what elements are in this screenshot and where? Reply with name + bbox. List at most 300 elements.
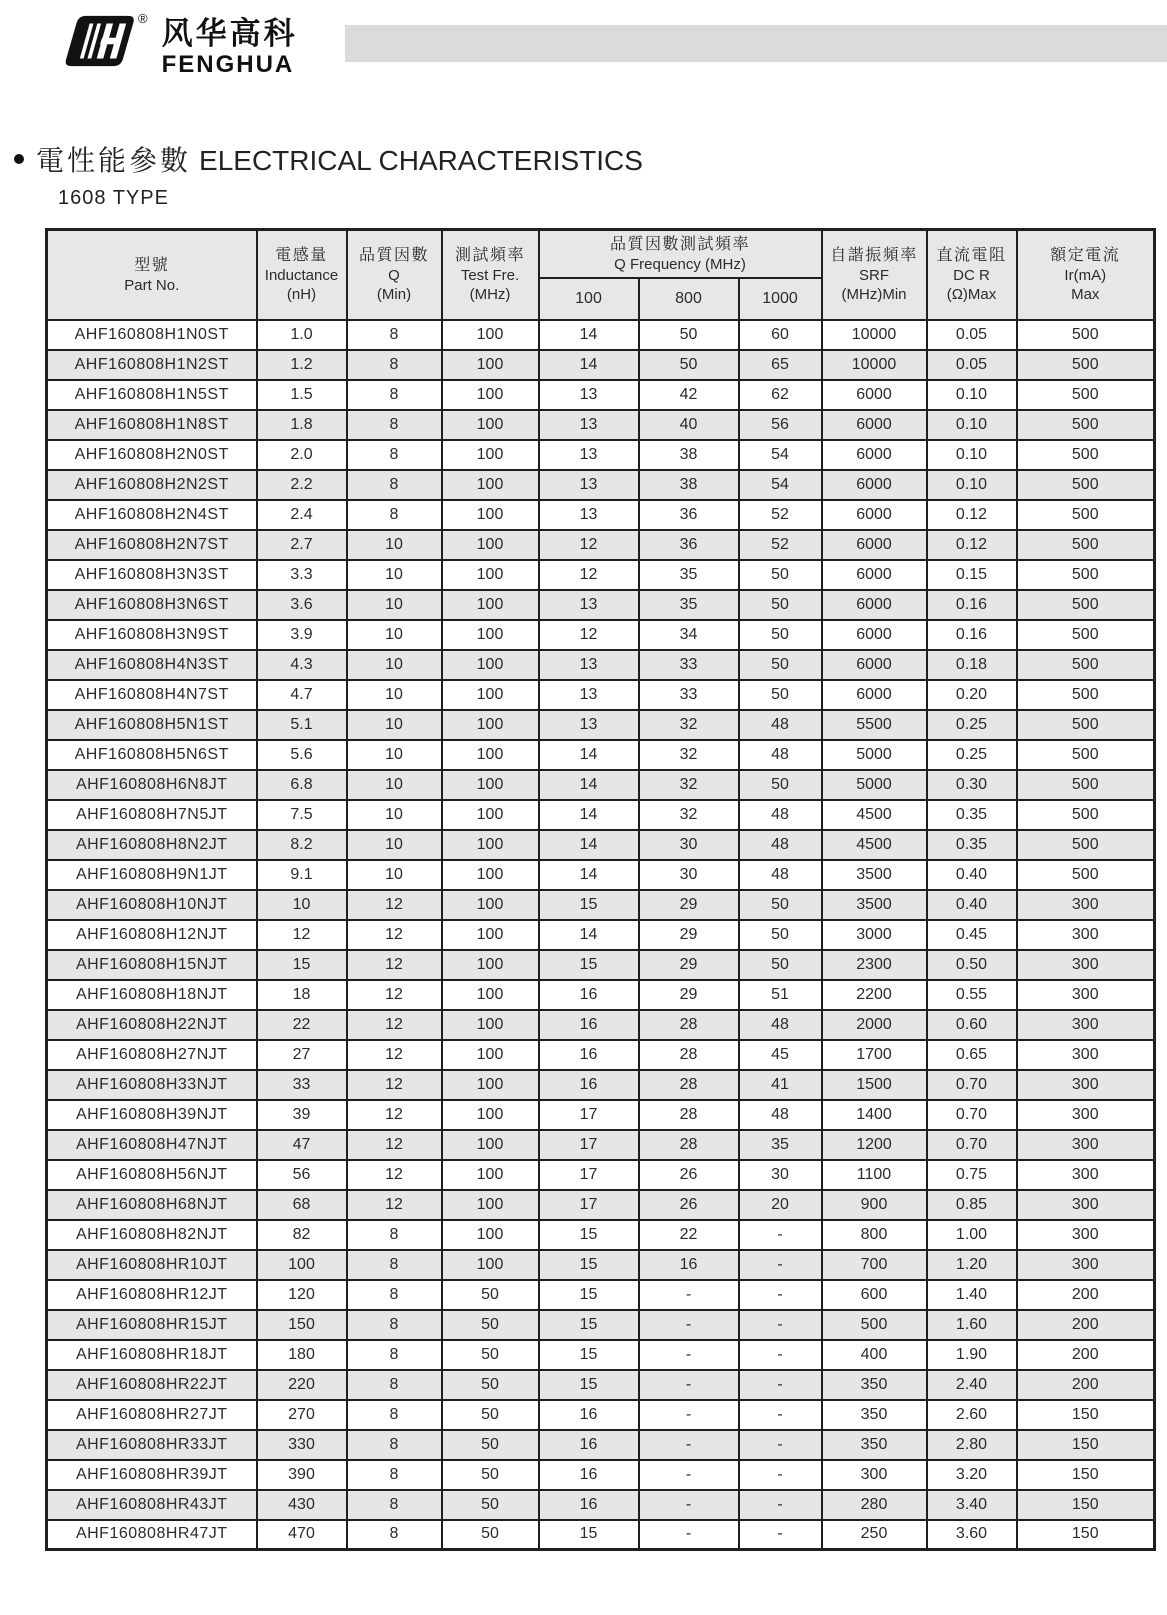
value-cell: 0.35 bbox=[927, 800, 1017, 830]
value-cell: 1100 bbox=[822, 1160, 927, 1190]
table-row bbox=[47, 1190, 1155, 1220]
value-cell: 10000 bbox=[822, 320, 927, 350]
value-cell: - bbox=[639, 1280, 739, 1310]
value-cell: 0.25 bbox=[927, 740, 1017, 770]
value-cell: 180 bbox=[257, 1340, 347, 1370]
value-cell: 390 bbox=[257, 1460, 347, 1490]
value-cell: 8 bbox=[347, 440, 442, 470]
value-cell: 15 bbox=[539, 1520, 639, 1550]
value-cell: 100 bbox=[442, 860, 539, 890]
value-cell: 29 bbox=[639, 890, 739, 920]
value-cell: 120 bbox=[257, 1280, 347, 1310]
value-cell: 100 bbox=[442, 470, 539, 500]
col-header-q: 品質因數 Q (Min) bbox=[347, 230, 442, 320]
value-cell: 35 bbox=[639, 560, 739, 590]
value-cell: 17 bbox=[539, 1130, 639, 1160]
table-row bbox=[47, 560, 1155, 590]
value-cell: 4.3 bbox=[257, 650, 347, 680]
table-row bbox=[47, 1100, 1155, 1130]
value-cell: 1700 bbox=[822, 1040, 927, 1070]
table-row bbox=[47, 1400, 1155, 1430]
col-header-inductance: 電感量 Inductance (nH) bbox=[257, 230, 347, 320]
col-header-srf: 自諧振頻率 SRF (MHz)Min bbox=[822, 230, 927, 320]
value-cell: 200 bbox=[1017, 1340, 1155, 1370]
value-cell: 2.40 bbox=[927, 1370, 1017, 1400]
value-cell: - bbox=[639, 1370, 739, 1400]
value-cell: 470 bbox=[257, 1520, 347, 1550]
value-cell: - bbox=[739, 1280, 822, 1310]
value-cell: - bbox=[739, 1520, 822, 1550]
value-cell: - bbox=[739, 1370, 822, 1400]
value-cell: - bbox=[739, 1490, 822, 1520]
value-cell: 8 bbox=[347, 1340, 442, 1370]
part-no-cell: AHF160808H39NJT bbox=[47, 1100, 257, 1130]
value-cell: 28 bbox=[639, 1100, 739, 1130]
value-cell: 600 bbox=[822, 1280, 927, 1310]
value-cell: 4500 bbox=[822, 830, 927, 860]
value-cell: 2.60 bbox=[927, 1400, 1017, 1430]
value-cell: 270 bbox=[257, 1400, 347, 1430]
value-cell: 15 bbox=[539, 1370, 639, 1400]
value-cell: 33 bbox=[639, 650, 739, 680]
value-cell: 50 bbox=[442, 1400, 539, 1430]
value-cell: - bbox=[639, 1310, 739, 1340]
value-cell: 14 bbox=[539, 800, 639, 830]
value-cell: 0.05 bbox=[927, 320, 1017, 350]
value-cell: 500 bbox=[1017, 440, 1155, 470]
value-cell: 50 bbox=[739, 920, 822, 950]
value-cell: 10 bbox=[347, 590, 442, 620]
value-cell: 100 bbox=[442, 530, 539, 560]
value-cell: 500 bbox=[1017, 710, 1155, 740]
part-no-cell: AHF160808H4N3ST bbox=[47, 650, 257, 680]
value-cell: 52 bbox=[739, 500, 822, 530]
value-cell: 8 bbox=[347, 1220, 442, 1250]
value-cell: 100 bbox=[442, 650, 539, 680]
table-header bbox=[47, 230, 1155, 320]
value-cell: 100 bbox=[442, 680, 539, 710]
bullet-icon bbox=[14, 154, 24, 164]
col-header-q-freq-800: 800 bbox=[639, 278, 739, 320]
value-cell: 2000 bbox=[822, 1010, 927, 1040]
table-row bbox=[47, 1040, 1155, 1070]
value-cell: 50 bbox=[739, 620, 822, 650]
value-cell: 1.2 bbox=[257, 350, 347, 380]
value-cell: 38 bbox=[639, 440, 739, 470]
value-cell: 1400 bbox=[822, 1100, 927, 1130]
value-cell: 5500 bbox=[822, 710, 927, 740]
value-cell: 100 bbox=[442, 440, 539, 470]
value-cell: 0.16 bbox=[927, 620, 1017, 650]
table-row bbox=[47, 530, 1155, 560]
value-cell: 4500 bbox=[822, 800, 927, 830]
value-cell: 100 bbox=[442, 1010, 539, 1040]
value-cell: 0.10 bbox=[927, 470, 1017, 500]
value-cell: 0.75 bbox=[927, 1160, 1017, 1190]
value-cell: 30 bbox=[739, 1160, 822, 1190]
registered-trademark-icon: ® bbox=[138, 11, 148, 26]
value-cell: 100 bbox=[442, 710, 539, 740]
value-cell: 13 bbox=[539, 410, 639, 440]
value-cell: 300 bbox=[1017, 1010, 1155, 1040]
part-no-cell: AHF160808H7N5JT bbox=[47, 800, 257, 830]
value-cell: 8 bbox=[347, 1520, 442, 1550]
value-cell: 100 bbox=[442, 950, 539, 980]
value-cell: 100 bbox=[442, 410, 539, 440]
value-cell: 28 bbox=[639, 1070, 739, 1100]
value-cell: 300 bbox=[1017, 1100, 1155, 1130]
value-cell: 0.35 bbox=[927, 830, 1017, 860]
value-cell: 32 bbox=[639, 770, 739, 800]
part-no-cell: AHF160808H22NJT bbox=[47, 1010, 257, 1040]
value-cell: 2300 bbox=[822, 950, 927, 980]
value-cell: 10 bbox=[347, 680, 442, 710]
part-no-cell: AHF160808H68NJT bbox=[47, 1190, 257, 1220]
value-cell: 1.90 bbox=[927, 1340, 1017, 1370]
value-cell: 12 bbox=[347, 1100, 442, 1130]
value-cell: 500 bbox=[1017, 560, 1155, 590]
part-no-cell: AHF160808H10NJT bbox=[47, 890, 257, 920]
value-cell: 150 bbox=[1017, 1520, 1155, 1550]
value-cell: 1.40 bbox=[927, 1280, 1017, 1310]
value-cell: 51 bbox=[739, 980, 822, 1010]
value-cell: 32 bbox=[639, 710, 739, 740]
value-cell: 500 bbox=[1017, 500, 1155, 530]
value-cell: 12 bbox=[257, 920, 347, 950]
value-cell: 100 bbox=[257, 1250, 347, 1280]
value-cell: 1.60 bbox=[927, 1310, 1017, 1340]
page-title-cn: 電性能參數 bbox=[36, 145, 192, 176]
value-cell: 68 bbox=[257, 1190, 347, 1220]
part-no-cell: AHF160808H33NJT bbox=[47, 1070, 257, 1100]
value-cell: 8 bbox=[347, 350, 442, 380]
type-subtitle: 1608 TYPE bbox=[58, 187, 169, 209]
value-cell: 2200 bbox=[822, 980, 927, 1010]
value-cell: 0.12 bbox=[927, 500, 1017, 530]
part-no-cell: AHF160808HR27JT bbox=[47, 1400, 257, 1430]
part-no-cell: AHF160808H2N7ST bbox=[47, 530, 257, 560]
value-cell: 27 bbox=[257, 1040, 347, 1070]
part-no-cell: AHF160808HR47JT bbox=[47, 1520, 257, 1550]
value-cell: 15 bbox=[257, 950, 347, 980]
value-cell: 50 bbox=[442, 1460, 539, 1490]
table-row bbox=[47, 1310, 1155, 1340]
part-no-cell: AHF160808HR12JT bbox=[47, 1280, 257, 1310]
value-cell: 12 bbox=[539, 620, 639, 650]
value-cell: 0.70 bbox=[927, 1070, 1017, 1100]
value-cell: 0.60 bbox=[927, 1010, 1017, 1040]
value-cell: 16 bbox=[539, 1400, 639, 1430]
table-row bbox=[47, 770, 1155, 800]
value-cell: 300 bbox=[822, 1460, 927, 1490]
value-cell: 26 bbox=[639, 1160, 739, 1190]
value-cell: 10 bbox=[347, 770, 442, 800]
part-no-cell: AHF160808H15NJT bbox=[47, 950, 257, 980]
section-title bbox=[14, 139, 643, 179]
value-cell: 100 bbox=[442, 800, 539, 830]
table-row bbox=[47, 1430, 1155, 1460]
value-cell: 6.8 bbox=[257, 770, 347, 800]
value-cell: 17 bbox=[539, 1100, 639, 1130]
col-header-q-frequency-group: 品質因數測試頻率 Q Frequency (MHz) bbox=[539, 230, 822, 278]
value-cell: 30 bbox=[639, 830, 739, 860]
value-cell: 500 bbox=[1017, 350, 1155, 380]
value-cell: 2.4 bbox=[257, 500, 347, 530]
value-cell: 6000 bbox=[822, 650, 927, 680]
value-cell: 15 bbox=[539, 1310, 639, 1340]
value-cell: 500 bbox=[1017, 680, 1155, 710]
value-cell: 2.0 bbox=[257, 440, 347, 470]
table-row bbox=[47, 320, 1155, 350]
value-cell: 100 bbox=[442, 1070, 539, 1100]
value-cell: 48 bbox=[739, 830, 822, 860]
value-cell: 65 bbox=[739, 350, 822, 380]
value-cell: 500 bbox=[1017, 860, 1155, 890]
table-row bbox=[47, 890, 1155, 920]
part-no-cell: AHF160808HR39JT bbox=[47, 1460, 257, 1490]
col-header-rated-current: 額定電流 Ir(mA) Max bbox=[1017, 230, 1155, 320]
value-cell: 500 bbox=[822, 1310, 927, 1340]
value-cell: 200 bbox=[1017, 1280, 1155, 1310]
part-no-cell: AHF160808HR15JT bbox=[47, 1310, 257, 1340]
table-row bbox=[47, 950, 1155, 980]
value-cell: 100 bbox=[442, 350, 539, 380]
col-header-part-no: 型號 Part No. bbox=[47, 230, 257, 320]
value-cell: 0.05 bbox=[927, 350, 1017, 380]
value-cell: 300 bbox=[1017, 920, 1155, 950]
value-cell: 5.1 bbox=[257, 710, 347, 740]
value-cell: 10 bbox=[347, 710, 442, 740]
value-cell: 200 bbox=[1017, 1310, 1155, 1340]
value-cell: 29 bbox=[639, 950, 739, 980]
value-cell: 6000 bbox=[822, 500, 927, 530]
value-cell: 14 bbox=[539, 770, 639, 800]
value-cell: 36 bbox=[639, 500, 739, 530]
value-cell: 29 bbox=[639, 980, 739, 1010]
value-cell: - bbox=[739, 1430, 822, 1460]
value-cell: 14 bbox=[539, 830, 639, 860]
table-row bbox=[47, 1460, 1155, 1490]
brand-name-cn: 风华高科 bbox=[161, 16, 298, 51]
table-row bbox=[47, 500, 1155, 530]
value-cell: 0.10 bbox=[927, 380, 1017, 410]
table-row bbox=[47, 800, 1155, 830]
value-cell: 50 bbox=[739, 650, 822, 680]
table-row bbox=[47, 710, 1155, 740]
value-cell: 8 bbox=[347, 1490, 442, 1520]
value-cell: 0.55 bbox=[927, 980, 1017, 1010]
value-cell: - bbox=[639, 1520, 739, 1550]
value-cell: 5.6 bbox=[257, 740, 347, 770]
value-cell: 100 bbox=[442, 590, 539, 620]
value-cell: 500 bbox=[1017, 800, 1155, 830]
value-cell: 13 bbox=[539, 440, 639, 470]
value-cell: 150 bbox=[257, 1310, 347, 1340]
brand-name-en: FENGHUA bbox=[161, 50, 295, 78]
value-cell: 48 bbox=[739, 1100, 822, 1130]
value-cell: 56 bbox=[257, 1160, 347, 1190]
value-cell: 34 bbox=[639, 620, 739, 650]
value-cell: 100 bbox=[442, 500, 539, 530]
value-cell: 28 bbox=[639, 1040, 739, 1070]
value-cell: 50 bbox=[739, 680, 822, 710]
value-cell: 0.10 bbox=[927, 440, 1017, 470]
brand-text bbox=[162, 12, 298, 78]
value-cell: 0.45 bbox=[927, 920, 1017, 950]
value-cell: 330 bbox=[257, 1430, 347, 1460]
value-cell: 3.3 bbox=[257, 560, 347, 590]
value-cell: 8 bbox=[347, 1460, 442, 1490]
value-cell: 8 bbox=[347, 470, 442, 500]
value-cell: 10 bbox=[347, 740, 442, 770]
value-cell: 28 bbox=[639, 1130, 739, 1160]
value-cell: 12 bbox=[347, 980, 442, 1010]
value-cell: 10 bbox=[347, 860, 442, 890]
col-header-q-freq-100: 100 bbox=[539, 278, 639, 320]
value-cell: 35 bbox=[639, 590, 739, 620]
value-cell: 10 bbox=[347, 650, 442, 680]
value-cell: 50 bbox=[739, 890, 822, 920]
value-cell: 14 bbox=[539, 920, 639, 950]
value-cell: 60 bbox=[739, 320, 822, 350]
table-row bbox=[47, 350, 1155, 380]
value-cell: 18 bbox=[257, 980, 347, 1010]
part-no-cell: AHF160808H2N0ST bbox=[47, 440, 257, 470]
value-cell: 12 bbox=[347, 1190, 442, 1220]
value-cell: 8.2 bbox=[257, 830, 347, 860]
value-cell: 500 bbox=[1017, 470, 1155, 500]
col-header-dcr: 直流電阻 DC R (Ω)Max bbox=[927, 230, 1017, 320]
value-cell: 350 bbox=[822, 1430, 927, 1460]
table-row bbox=[47, 470, 1155, 500]
value-cell: 900 bbox=[822, 1190, 927, 1220]
value-cell: - bbox=[739, 1400, 822, 1430]
value-cell: 50 bbox=[442, 1430, 539, 1460]
value-cell: 16 bbox=[539, 980, 639, 1010]
value-cell: 100 bbox=[442, 770, 539, 800]
value-cell: 0.65 bbox=[927, 1040, 1017, 1070]
value-cell: - bbox=[639, 1430, 739, 1460]
value-cell: 8 bbox=[347, 320, 442, 350]
value-cell: 2.2 bbox=[257, 470, 347, 500]
value-cell: 0.16 bbox=[927, 590, 1017, 620]
table-row bbox=[47, 410, 1155, 440]
value-cell: 42 bbox=[639, 380, 739, 410]
value-cell: 1.00 bbox=[927, 1220, 1017, 1250]
value-cell: 12 bbox=[347, 1040, 442, 1070]
page-title bbox=[36, 139, 643, 179]
value-cell: 15 bbox=[539, 1220, 639, 1250]
value-cell: 150 bbox=[1017, 1430, 1155, 1460]
value-cell: 13 bbox=[539, 590, 639, 620]
value-cell: 500 bbox=[1017, 530, 1155, 560]
value-cell: 16 bbox=[539, 1430, 639, 1460]
value-cell: 0.40 bbox=[927, 860, 1017, 890]
value-cell: 17 bbox=[539, 1160, 639, 1190]
part-no-cell: AHF160808H1N5ST bbox=[47, 380, 257, 410]
table-row bbox=[47, 680, 1155, 710]
value-cell: 12 bbox=[347, 1010, 442, 1040]
table-row bbox=[47, 620, 1155, 650]
value-cell: 500 bbox=[1017, 830, 1155, 860]
value-cell: 100 bbox=[442, 980, 539, 1010]
table-row bbox=[47, 1010, 1155, 1040]
table-row bbox=[47, 1280, 1155, 1310]
value-cell: 50 bbox=[639, 320, 739, 350]
value-cell: - bbox=[639, 1490, 739, 1520]
value-cell: 15 bbox=[539, 1280, 639, 1310]
value-cell: 20 bbox=[739, 1190, 822, 1220]
value-cell: 100 bbox=[442, 620, 539, 650]
value-cell: 22 bbox=[257, 1010, 347, 1040]
value-cell: 100 bbox=[442, 1250, 539, 1280]
value-cell: 2.80 bbox=[927, 1430, 1017, 1460]
value-cell: 100 bbox=[442, 890, 539, 920]
value-cell: 52 bbox=[739, 530, 822, 560]
value-cell: 5000 bbox=[822, 740, 927, 770]
value-cell: 12 bbox=[347, 890, 442, 920]
value-cell: 14 bbox=[539, 740, 639, 770]
part-no-cell: AHF160808H4N7ST bbox=[47, 680, 257, 710]
value-cell: 0.12 bbox=[927, 530, 1017, 560]
value-cell: 150 bbox=[1017, 1400, 1155, 1430]
value-cell: 12 bbox=[347, 1160, 442, 1190]
table-row bbox=[47, 980, 1155, 1010]
value-cell: 48 bbox=[739, 860, 822, 890]
part-no-cell: AHF160808HR33JT bbox=[47, 1430, 257, 1460]
value-cell: 10 bbox=[347, 530, 442, 560]
value-cell: 8 bbox=[347, 380, 442, 410]
value-cell: 14 bbox=[539, 350, 639, 380]
value-cell: 3.40 bbox=[927, 1490, 1017, 1520]
value-cell: 500 bbox=[1017, 650, 1155, 680]
value-cell: 100 bbox=[442, 830, 539, 860]
part-no-cell: AHF160808H1N8ST bbox=[47, 410, 257, 440]
value-cell: 33 bbox=[257, 1070, 347, 1100]
value-cell: 350 bbox=[822, 1370, 927, 1400]
value-cell: 1500 bbox=[822, 1070, 927, 1100]
value-cell: - bbox=[739, 1460, 822, 1490]
value-cell: 1200 bbox=[822, 1130, 927, 1160]
part-no-cell: AHF160808H5N1ST bbox=[47, 710, 257, 740]
part-no-cell: AHF160808HR43JT bbox=[47, 1490, 257, 1520]
value-cell: 0.40 bbox=[927, 890, 1017, 920]
table-row bbox=[47, 1490, 1155, 1520]
value-cell: 8 bbox=[347, 1400, 442, 1430]
col-header-test-frequency: 測試頻率 Test Fre. (MHz) bbox=[442, 230, 539, 320]
value-cell: 0.20 bbox=[927, 680, 1017, 710]
value-cell: 14 bbox=[539, 860, 639, 890]
value-cell: 13 bbox=[539, 470, 639, 500]
value-cell: 54 bbox=[739, 440, 822, 470]
part-no-cell: AHF160808H8N2JT bbox=[47, 830, 257, 860]
value-cell: 6000 bbox=[822, 680, 927, 710]
part-no-cell: AHF160808H1N2ST bbox=[47, 350, 257, 380]
value-cell: 48 bbox=[739, 740, 822, 770]
value-cell: 220 bbox=[257, 1370, 347, 1400]
value-cell: 0.70 bbox=[927, 1130, 1017, 1160]
value-cell: 10 bbox=[347, 830, 442, 860]
part-no-cell: AHF160808H82NJT bbox=[47, 1220, 257, 1250]
value-cell: 16 bbox=[639, 1250, 739, 1280]
part-no-cell: AHF160808H5N6ST bbox=[47, 740, 257, 770]
value-cell: 8 bbox=[347, 410, 442, 440]
value-cell: 0.30 bbox=[927, 770, 1017, 800]
value-cell: 26 bbox=[639, 1190, 739, 1220]
table-body bbox=[47, 320, 1155, 1550]
value-cell: 50 bbox=[739, 590, 822, 620]
value-cell: 6000 bbox=[822, 560, 927, 590]
